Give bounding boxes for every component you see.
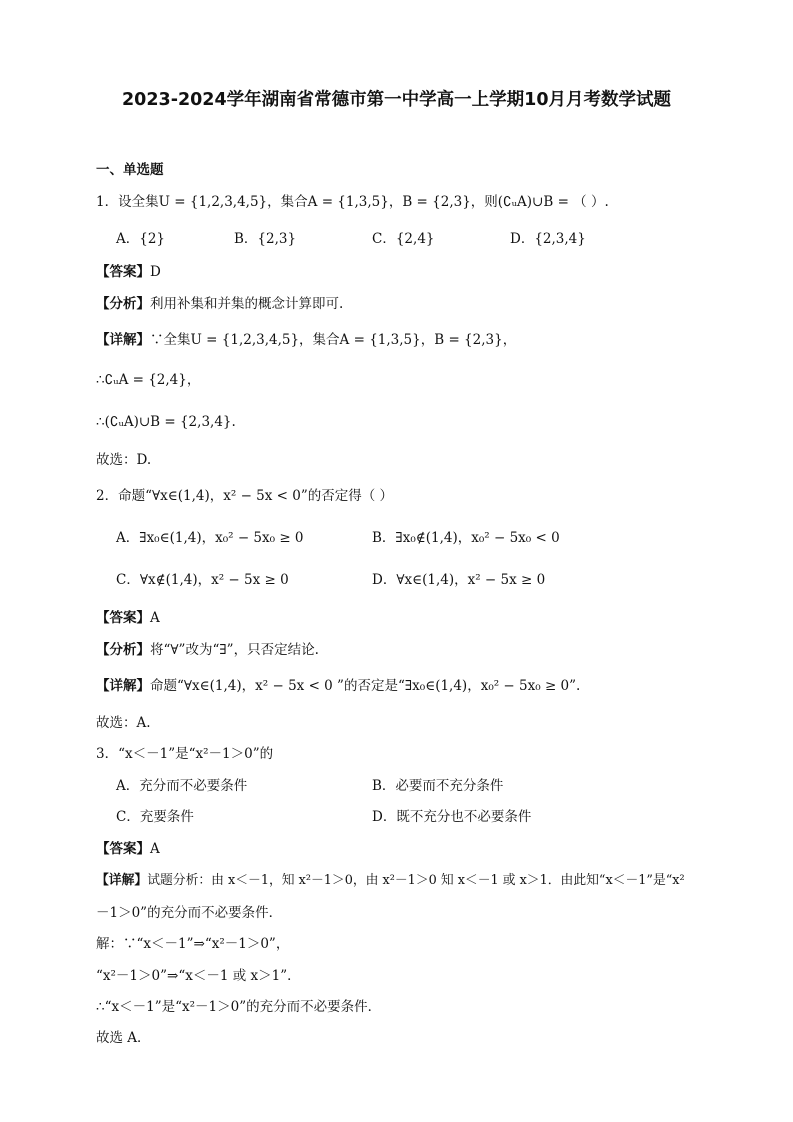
q3-option-b: B．必要而不充分条件 — [372, 778, 504, 794]
q3-option-c: C．充要条件 — [116, 809, 194, 825]
q3-solution-line-2: “x²－1＞0”⇒“x＜－1 或 x＞1”． — [96, 968, 301, 984]
q1-analysis: 【分析】利用补集和并集的概念计算即可. — [96, 296, 344, 312]
q3-solution-line-1: 解：∵“x＜－1”⇒“x²－1＞0”， — [96, 936, 290, 952]
q3-option-a: A．充分而不必要条件 — [116, 778, 248, 794]
q2-conclusion: 故选：A. — [96, 715, 151, 731]
question-1-stem: 1．设全集U = {1,2,3,4,5}，集合A = {1,3,5}，B = {2,3}，则(∁ᵤA)∪B = （ ）. — [96, 194, 609, 210]
document-title: 2023-2024学年湖南省常德市第一中学高一上学期10月月考数学试题 — [121, 90, 672, 110]
q1-option-d: D．{2,3,4} — [510, 231, 586, 247]
question-2-stem: 2．命题“∀x∈(1,4)，x² − 5x < 0”的否定得（ ） — [96, 488, 394, 504]
q3-conclusion: 故选 A． — [96, 1030, 151, 1046]
q1-answer: 【答案】D — [96, 264, 161, 280]
q1-detail: 【详解】∵全集U = {1,2,3,4,5}，集合A = {1,3,5}，B = {2,3}， — [96, 332, 517, 348]
q3-option-d: D．既不充分也不必要条件 — [372, 809, 532, 825]
q1-option-a: A．{2} — [116, 231, 166, 247]
q1-option-c: C．{2,4} — [372, 231, 435, 247]
q3-detail-line-2: －1＞0”的充分而不必要条件． — [96, 905, 283, 921]
q2-detail: 【详解】命题“∀x∈(1,4)，x² − 5x < 0 ”的否定是“∃x₀∈(1,4)，x₀² − 5x₀ ≥ 0”. — [96, 678, 581, 694]
q1-option-b: B．{2,3} — [234, 231, 297, 247]
q2-option-a: A．∃x₀∈(1,4)，x₀² − 5x₀ ≥ 0 — [116, 530, 304, 546]
q1-conclusion: 故选：D. — [96, 452, 152, 468]
section-heading: 一、单选题 — [96, 162, 164, 178]
q2-answer: 【答案】A — [96, 610, 160, 626]
q1-detail-line-2: ∴∁ᵤA = {2,4}， — [96, 372, 201, 388]
q2-option-c: C．∀x∉(1,4)，x² − 5x ≥ 0 — [116, 572, 289, 588]
q2-analysis: 【分析】将“∀”改为“∃”，只否定结论. — [96, 642, 319, 658]
question-3-stem: 3．“x＜－1”是“x²－1＞0”的 — [96, 746, 274, 762]
q1-detail-line-3: ∴(∁ᵤA)∪B = {2,3,4}. — [96, 414, 236, 430]
q3-solution-line-3: ∴“x＜－1”是“x²－1＞0”的充分而不必要条件． — [96, 999, 382, 1015]
q2-option-d: D．∀x∈(1,4)，x² − 5x ≥ 0 — [372, 572, 546, 588]
q2-option-b: B．∃x₀∉(1,4)，x₀² − 5x₀ < 0 — [372, 530, 560, 546]
q3-answer: 【答案】A — [96, 841, 160, 857]
q3-detail: 【详解】试题分析：由 x＜－1，知 x²－1＞0，由 x²－1＞0 知 x＜－1 或 x＞1．由此知“x＜－1”是“x² — [96, 873, 685, 888]
